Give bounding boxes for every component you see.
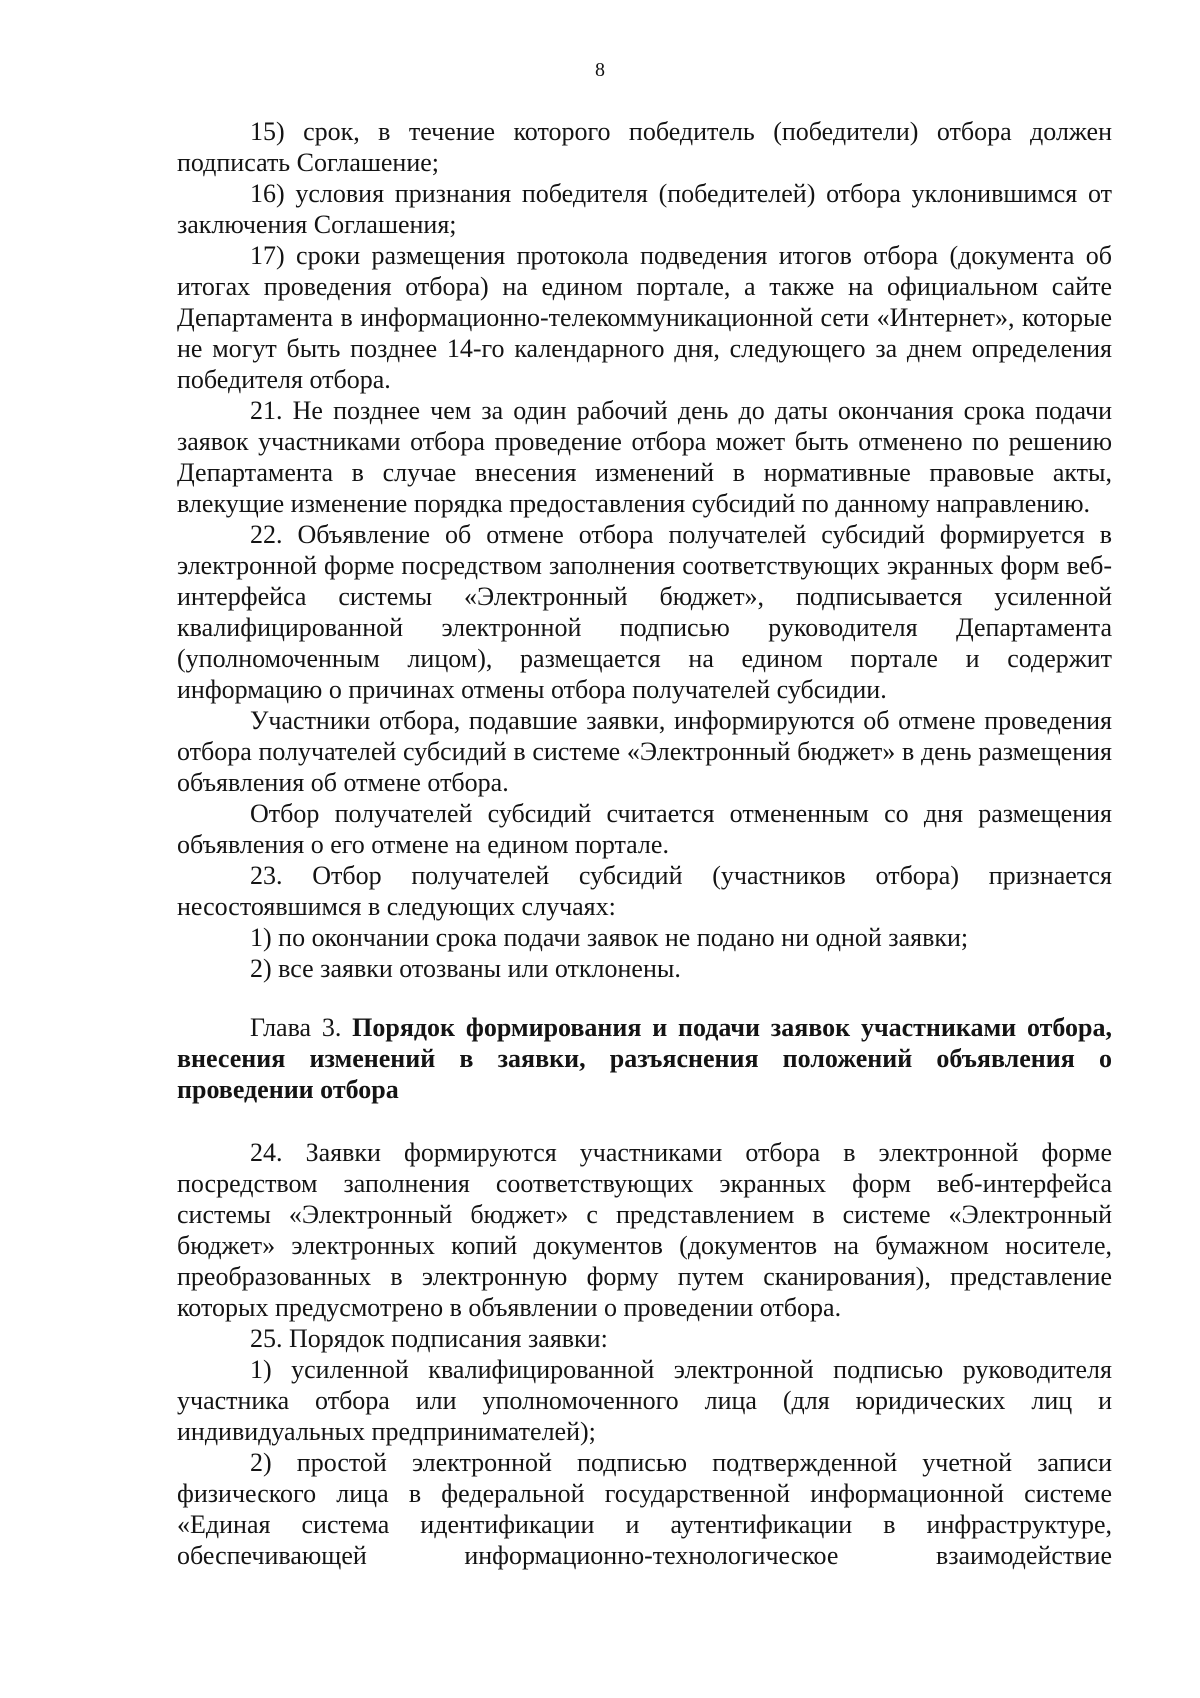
paragraph-participants-informed: Участники отбора, подавшие заявки, информируются об отмене проведения отбора получателей субсидий в системе «Электронный бюджет» в день размещения объявления об отмене отбора. (177, 706, 1112, 797)
chapter-prefix: Глава 3. (250, 1013, 353, 1042)
paragraph-21: 21. Не позднее чем за один рабочий день до даты окончания срока подачи заявок участниками отбора проведение отбора может быть отменено по решению Департамента в случае внесения изменений в нормативные правовые акты, влекущие изменение порядка предоставления субсидий по данному направлению. (177, 396, 1112, 518)
paragraph-23: 23. Отбор получателей субсидий (участников отбора) признается несостоявшимся в следующих случаях: (177, 861, 1112, 921)
document-body (177, 116, 1112, 1571)
paragraph-item-16: 16) условия признания победителя (победителей) отбора уклонившимся от заключения Соглашения; (177, 179, 1112, 239)
paragraph-23-item-2: 2) все заявки отозваны или отклонены. (250, 954, 681, 983)
paragraph-25-item-2: 2) простой электронной подписью подтвержденной учетной записи физического лица в федеральной государственной информационной системе «Единая система идентификации и аутентификации в инфраструктуре, обеспечивающей информационно-технологическое взаимодействие (177, 1448, 1112, 1570)
page-number: 8 (595, 59, 605, 81)
chapter-heading (177, 1012, 1112, 1105)
paragraph-23-item-1: 1) по окончании срока подачи заявок не подано ни одной заявки; (250, 923, 969, 952)
paragraph-item-15: 15) срок, в течение которого победитель (победители) отбора должен подписать Соглашение; (177, 117, 1112, 177)
paragraph-item-17: 17) сроки размещения протокола подведения итогов отбора (документа об итогах проведения отбора) на едином портале, а также на официальном сайте Департамента в информационно-телекоммуникационной сети «Интернет», которые не могут быть позднее 14-го календарного дня, следующего за днем определения победителя отбора. (177, 241, 1112, 394)
paragraph-selection-cancelled: Отбор получателей субсидий считается отмененным со дня размещения объявления о его отмене на едином портале. (177, 799, 1112, 859)
paragraph-22: 22. Объявление об отмене отбора получателей субсидий формируется в электронной форме посредством заполнения соответствующих экранных форм веб-интерфейса системы «Электронный бюджет», подписывается усиленной квалифицированной электронной подписью руководителя Департамента (уполномоченным лицом), размещается на едином портале и содержит информацию о причинах отмены отбора получателей субсидии. (177, 520, 1112, 704)
paragraph-25-item-1: 1) усиленной квалифицированной электронной подписью руководителя участника отбора или уполномоченного лица (для юридических лиц и индивидуальных предпринимателей); (177, 1355, 1112, 1446)
paragraph-25: 25. Порядок подписания заявки: (250, 1324, 608, 1353)
section-spacer (177, 1105, 1112, 1137)
paragraph-24: 24. Заявки формируются участниками отбора в электронной форме посредством заполнения соответствующих экранных форм веб-интерфейса системы «Электронный бюджет» с представлением в системе «Электронный бюджет» электронных копий документов (документов на бумажном носителе, преобразованных в электронную форму путем сканирования), представление которых предусмотрено в объявлении о проведении отбора. (177, 1138, 1112, 1322)
chapter-title: Порядок формирования и подачи заявок участниками отбора, внесения изменений в заявки, разъяснения положений объявления о проведении отбора (177, 1013, 1112, 1104)
